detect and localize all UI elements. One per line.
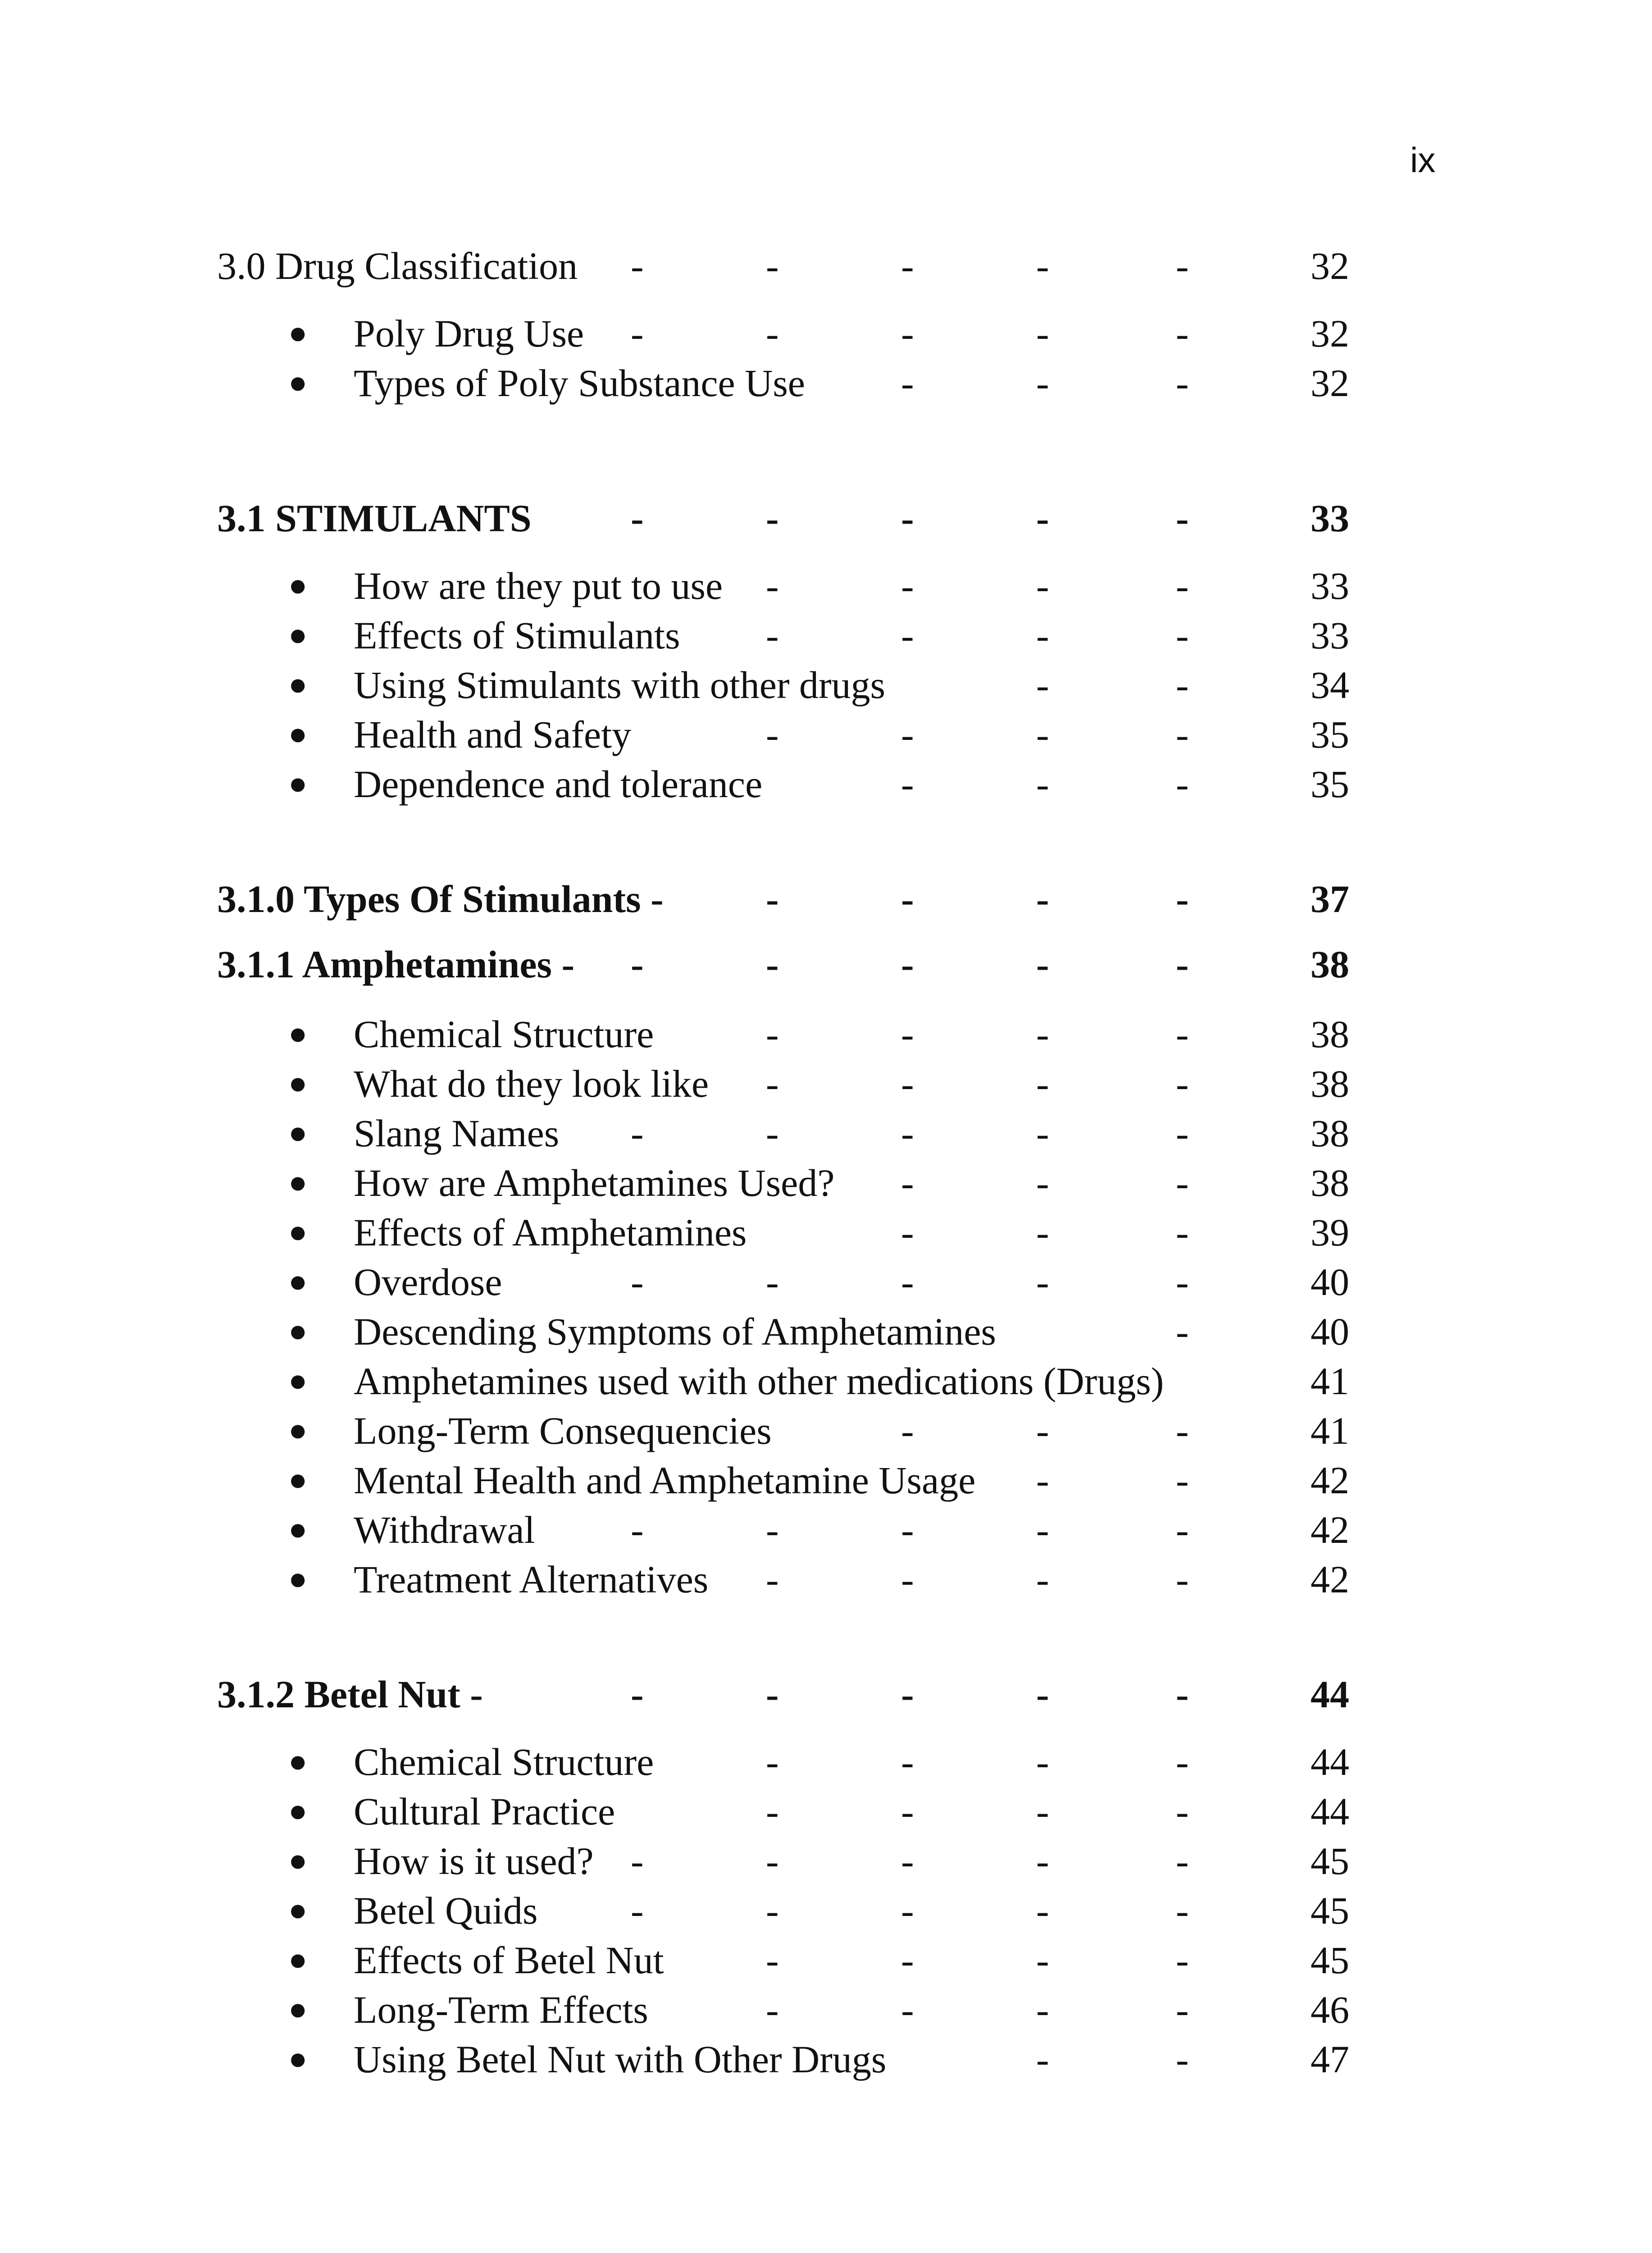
leader-dash: - [1176,244,1189,287]
toc-entry-title: Treatment Alternatives [354,1558,709,1601]
toc-item-row [0,1259,1652,1304]
toc-item-row [0,360,1652,406]
toc-entry-title: Poly Drug Use [354,312,584,355]
leader-dash: - [1176,1459,1189,1502]
leader-dash: - [766,1790,779,1833]
toc-entry-title: Long-Term Effects [354,1988,648,2031]
toc-entry-page: 38 [1311,1062,1349,1105]
leader-dash: - [1036,614,1049,657]
toc-entry-title: Chemical Structure [354,1740,654,1783]
leader-dash: - [1036,1260,1049,1304]
bullet-icon: ● [288,1116,308,1150]
toc-entry-title: 3.1 STIMULANTS [217,497,532,540]
leader-dash: - [631,497,644,540]
leader-dash: - [1036,762,1049,806]
leader-dash: - [1176,1260,1189,1304]
bullet-icon: ● [288,2042,308,2076]
leader-dash: - [1036,1790,1049,1833]
bullet-icon: ● [288,1562,308,1596]
leader-dash: - [1036,1062,1049,1105]
leader-dash: - [901,1508,914,1551]
leader-dash: - [901,564,914,607]
leader-dash: - [1176,1673,1189,1716]
leader-dash: - [766,1112,779,1155]
toc-item-row [0,1012,1652,1057]
toc-heading-row [0,496,1652,541]
leader-dash: - [1176,1062,1189,1105]
leader-dash: - [901,1988,914,2031]
leader-dash: - [1036,1112,1049,1155]
leader-dash: - [766,497,779,540]
toc-entry-page: 41 [1311,1359,1349,1403]
leader-dash: - [1036,663,1049,707]
toc-entry-page: 44 [1311,1673,1349,1716]
leader-dash: - [1176,1211,1189,1254]
toc-entry-page: 38 [1311,943,1349,986]
toc-item-row [0,1789,1652,1834]
toc-item-row [0,1507,1652,1552]
toc-entry-title: How is it used? [354,1839,594,1883]
toc-entry-page: 39 [1311,1211,1349,1254]
toc-entry-title: What do they look like [354,1062,709,1105]
leader-dash: - [1036,497,1049,540]
bullet-icon: ● [288,1413,308,1448]
leader-dash: - [1176,1889,1189,1932]
toc-entry-page: 37 [1311,877,1349,921]
toc-entry-page: 45 [1311,1889,1349,1932]
toc-entry-title: Descending Symptoms of Amphetamines [354,1310,997,1353]
leader-dash: - [901,1558,914,1601]
leader-dash: - [1176,497,1189,540]
leader-dash: - [766,1673,779,1716]
leader-dash: - [1036,564,1049,607]
leader-dash: - [901,1211,914,1254]
page-number: ix [1410,140,1436,180]
toc-heading-row [0,1672,1652,1717]
toc-item-row [0,563,1652,608]
toc-entry-page: 38 [1311,1112,1349,1155]
leader-dash: - [1036,1988,1049,2031]
toc-item-row [0,712,1652,757]
leader-dash: - [1176,1558,1189,1601]
toc-entry-page: 45 [1311,1938,1349,1982]
leader-dash: - [901,1740,914,1783]
leader-dash: - [1036,1938,1049,1982]
bullet-icon: ● [288,1843,308,1878]
toc-item-row [0,1309,1652,1354]
leader-dash: - [631,1508,644,1551]
leader-dash: - [631,943,644,986]
toc-entry-title: Chemical Structure [354,1012,654,1056]
leader-dash: - [1036,312,1049,355]
bullet-icon: ● [288,618,308,652]
toc-entry-title: Slang Names [354,1112,560,1155]
leader-dash: - [631,1112,644,1155]
leader-dash: - [901,762,914,806]
leader-dash: - [631,312,644,355]
toc-entry-title: Dependence and tolerance [354,762,763,806]
toc-entry-page: 46 [1311,1988,1349,2031]
toc-entry-title: Withdrawal [354,1508,535,1551]
bullet-icon: ● [288,1066,308,1101]
leader-dash: - [766,713,779,756]
toc-entry-page: 42 [1311,1508,1349,1551]
leader-dash: - [901,361,914,405]
bullet-icon: ● [288,1364,308,1398]
leader-dash: - [1036,2038,1049,2081]
toc-entry-title: Using Stimulants with other drugs [354,663,886,707]
leader-dash: - [1036,1740,1049,1783]
leader-dash: - [901,312,914,355]
leader-dash: - [1176,663,1189,707]
toc-entry-title: 3.0 Drug Classification [217,244,578,287]
toc-item-row [0,762,1652,807]
leader-dash: - [1176,1740,1189,1783]
toc-entry-page: 32 [1311,244,1349,287]
bullet-icon: ● [288,1215,308,1250]
toc-entry-title: 3.1.1 Amphetamines - [217,943,575,986]
leader-dash: - [901,1938,914,1982]
toc-entry-page: 32 [1311,312,1349,355]
leader-dash: - [631,1839,644,1883]
leader-dash: - [1176,614,1189,657]
toc-entry-title: 3.1.2 Betel Nut - [217,1673,483,1716]
leader-dash: - [1036,1012,1049,1056]
bullet-icon: ● [288,316,308,351]
toc-entry-page: 44 [1311,1740,1349,1783]
toc-entry-page: 34 [1311,663,1349,707]
toc-entry-page: 38 [1311,1161,1349,1204]
toc-item-row [0,311,1652,356]
toc-item-row [0,1888,1652,1933]
toc-item-row [0,1160,1652,1205]
bullet-icon: ● [288,667,308,702]
toc-entry-page: 33 [1311,497,1349,540]
leader-dash: - [766,244,779,287]
leader-dash: - [631,1673,644,1716]
toc-entry-title: Overdose [354,1260,502,1304]
leader-dash: - [631,1889,644,1932]
leader-dash: - [766,564,779,607]
leader-dash: - [1036,713,1049,756]
toc-entry-title: Long-Term Consequencies [354,1409,772,1452]
toc-entry-title: Amphetamines used with other medications (Drugs) [354,1359,1164,1403]
toc-item-row [0,1938,1652,1983]
leader-dash: - [766,614,779,657]
toc-item-row [0,662,1652,707]
leader-dash: - [901,497,914,540]
toc-item-row [0,613,1652,658]
bullet-icon: ● [288,1314,308,1349]
toc-item-row [0,1111,1652,1156]
toc-item-row [0,1557,1652,1602]
leader-dash: - [1176,762,1189,806]
toc-entry-page: 35 [1311,713,1349,756]
leader-dash: - [1176,877,1189,921]
toc-heading-row [0,942,1652,987]
toc-entry-page: 33 [1311,564,1349,607]
leader-dash: - [1176,1839,1189,1883]
leader-dash: - [1036,1211,1049,1254]
toc-entry-title: Effects of Stimulants [354,614,680,657]
toc-item-row [0,1987,1652,2032]
toc-entry-page: 47 [1311,2038,1349,2081]
leader-dash: - [901,1062,914,1105]
toc-item-row [0,1210,1652,1255]
leader-dash: - [1176,1988,1189,2031]
leader-dash: - [766,1558,779,1601]
bullet-icon: ● [288,1992,308,2027]
bullet-icon: ● [288,365,308,400]
leader-dash: - [1036,1889,1049,1932]
leader-dash: - [1036,1839,1049,1883]
leader-dash: - [1036,943,1049,986]
toc-item-row [0,1838,1652,1884]
leader-dash: - [1036,1459,1049,1502]
leader-dash: - [901,1112,914,1155]
toc-entry-page: 44 [1311,1790,1349,1833]
toc-entry-title: Using Betel Nut with Other Drugs [354,2038,887,2081]
leader-dash: - [901,1161,914,1204]
leader-dash: - [1176,1508,1189,1551]
leader-dash: - [766,1740,779,1783]
toc-entry-page: 33 [1311,614,1349,657]
leader-dash: - [1036,1558,1049,1601]
toc-entry-title: Effects of Betel Nut [354,1938,664,1982]
toc-entry-page: 42 [1311,1558,1349,1601]
leader-dash: - [1176,943,1189,986]
toc-item-row [0,1061,1652,1106]
leader-dash: - [901,713,914,756]
leader-dash: - [766,1938,779,1982]
bullet-icon: ● [288,1794,308,1829]
leader-dash: - [766,312,779,355]
leader-dash: - [1036,877,1049,921]
bullet-icon: ● [288,568,308,603]
bullet-icon: ● [288,717,308,752]
toc-entry-title: Types of Poly Substance Use [354,361,805,405]
toc-entry-page: 45 [1311,1839,1349,1883]
leader-dash: - [1036,244,1049,287]
leader-dash: - [766,1062,779,1105]
toc-entry-page: 40 [1311,1260,1349,1304]
toc-entry-title: Mental Health and Amphetamine Usage [354,1459,976,1502]
toc-entry-title: Health and Safety [354,713,632,756]
toc-entry-title: Betel Quids [354,1889,538,1932]
leader-dash: - [1176,564,1189,607]
toc-entry-page: 40 [1311,1310,1349,1353]
leader-dash: - [631,244,644,287]
bullet-icon: ● [288,1512,308,1547]
leader-dash: - [1176,1310,1189,1353]
bullet-icon: ● [288,1165,308,1200]
leader-dash: - [766,1889,779,1932]
toc-entry-title: 3.1.0 Types Of Stimulants - [217,877,664,921]
leader-dash: - [901,614,914,657]
toc-entry-page: 38 [1311,1012,1349,1056]
leader-dash: - [1176,2038,1189,2081]
leader-dash: - [901,244,914,287]
leader-dash: - [766,1839,779,1883]
leader-dash: - [1176,1161,1189,1204]
leader-dash: - [901,1790,914,1833]
leader-dash: - [766,1260,779,1304]
toc-heading-row [0,876,1652,921]
leader-dash: - [766,877,779,921]
toc-entry-page: 35 [1311,762,1349,806]
leader-dash: - [901,1839,914,1883]
leader-dash: - [1036,1161,1049,1204]
leader-dash: - [1036,1508,1049,1551]
bullet-icon: ● [288,1744,308,1779]
leader-dash: - [766,1988,779,2031]
leader-dash: - [631,1260,644,1304]
bullet-icon: ● [288,1017,308,1051]
bullet-icon: ● [288,1264,308,1299]
toc-entry-page: 32 [1311,361,1349,405]
leader-dash: - [1176,1112,1189,1155]
leader-dash: - [766,943,779,986]
bullet-icon: ● [288,1943,308,1977]
leader-dash: - [766,1508,779,1551]
leader-dash: - [1176,1790,1189,1833]
leader-dash: - [901,1889,914,1932]
leader-dash: - [901,1260,914,1304]
leader-dash: - [1176,713,1189,756]
leader-dash: - [901,877,914,921]
leader-dash: - [901,1409,914,1452]
bullet-icon: ● [288,1463,308,1497]
leader-dash: - [1176,1938,1189,1982]
leader-dash: - [766,1012,779,1056]
toc-entry-title: How are they put to use [354,564,723,607]
leader-dash: - [1176,312,1189,355]
leader-dash: - [1036,1673,1049,1716]
leader-dash: - [1176,1012,1189,1056]
toc-item-row [0,1739,1652,1784]
bullet-icon: ● [288,766,308,801]
leader-dash: - [1176,1409,1189,1452]
leader-dash: - [1036,1409,1049,1452]
bullet-icon: ● [288,1893,308,1928]
leader-dash: - [1036,361,1049,405]
toc-item-row [0,2037,1652,2082]
toc-item-row [0,1359,1652,1404]
toc-item-row [0,1408,1652,1453]
toc-entry-title: Cultural Practice [354,1790,615,1833]
toc-entry-page: 41 [1311,1409,1349,1452]
leader-dash: - [901,1012,914,1056]
toc-entry-title: How are Amphetamines Used? [354,1161,835,1204]
leader-dash: - [901,1673,914,1716]
toc-item-row [0,1458,1652,1503]
leader-dash: - [901,943,914,986]
leader-dash: - [1176,361,1189,405]
toc-entry-page: 42 [1311,1459,1349,1502]
toc-heading-row [0,243,1652,288]
toc-entry-title: Effects of Amphetamines [354,1211,747,1254]
